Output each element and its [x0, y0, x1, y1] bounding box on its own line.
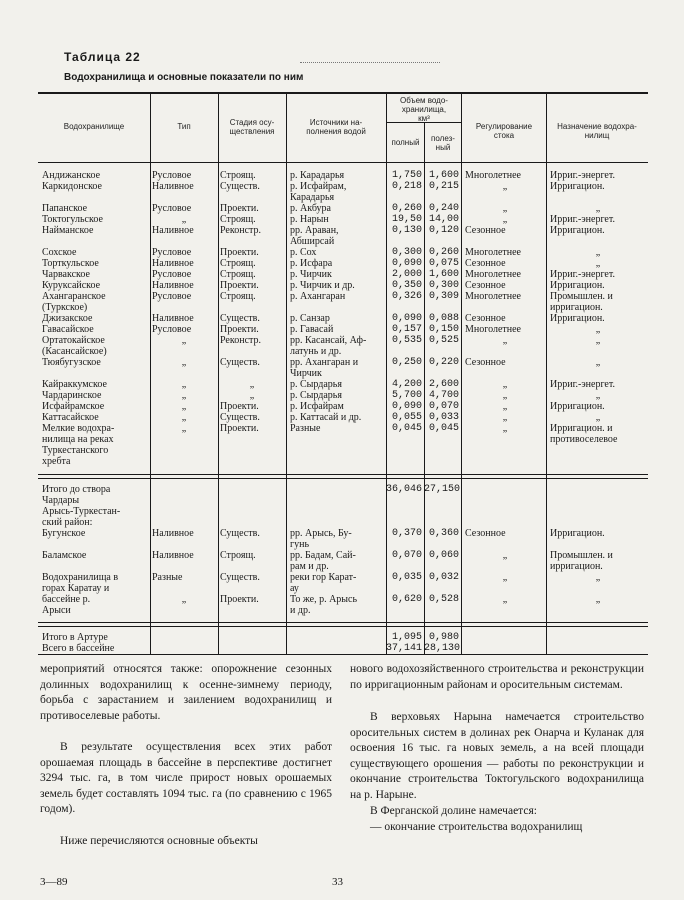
- table-title: Водохранилища и основные показатели по ним: [64, 72, 304, 83]
- cell-source: р. Исфайрам: [290, 401, 344, 412]
- cell-type: Русловое: [152, 247, 192, 258]
- cell-full: 0,260: [391, 203, 422, 214]
- cell-purpose: Ирриг.-энергет.: [550, 214, 615, 225]
- header-reservoir: Водохранилище: [63, 122, 125, 131]
- cell-useful: 0,033: [428, 412, 459, 423]
- cell-stage: Строящ.: [220, 269, 256, 280]
- cell-stage: Существ.: [220, 412, 260, 423]
- header-purpose: Назначение водохра- нилищ: [557, 122, 637, 140]
- cell-source: рр. Ахангаран и Чирчик: [290, 357, 359, 379]
- section-divider-3: [38, 622, 648, 623]
- cell-reg: Многолетнее: [465, 291, 521, 302]
- cell-name: Сохское: [42, 247, 77, 258]
- cell-name: Ахангаранское (Туркское): [42, 291, 106, 313]
- cell-stage: Проекти.: [220, 423, 259, 434]
- cell-reg: „: [502, 390, 508, 401]
- cell-useful: 2,600: [428, 379, 459, 390]
- cell-stage: Строящ.: [220, 258, 256, 269]
- section-divider-4: [38, 626, 648, 627]
- header-bottom-rule: [38, 162, 648, 163]
- cell-purpose: Ирригацион.: [550, 280, 605, 291]
- cell-purpose: Ирриг.-энергет.: [550, 269, 615, 280]
- body-text-right-3: В Ферганской долине намечается:: [370, 805, 537, 817]
- cell-full: 37,141: [386, 643, 423, 654]
- cell-reg: Сезонное: [465, 528, 506, 539]
- cell-type: „: [181, 335, 187, 346]
- cell-useful: 0,360: [428, 528, 459, 539]
- cell-stage: Проекти.: [220, 401, 259, 412]
- col-rule-7: [546, 92, 547, 654]
- cell-stage: Существ.: [220, 357, 260, 368]
- cell-name: Водохранилища в горах Каратау и бассейне р. Арыси: [42, 572, 119, 616]
- header-source: Источники на- полнения водой: [306, 118, 366, 136]
- col-rule-6: [461, 92, 462, 654]
- cell-useful: 0,120: [428, 225, 459, 236]
- cell-reg: „: [502, 214, 508, 225]
- cell-useful: 0,260: [428, 247, 459, 258]
- cell-source: То же, р. Арысь и др.: [290, 594, 358, 616]
- cell-source: р. Гавасай: [290, 324, 334, 335]
- cell-type: Наливное: [152, 280, 194, 291]
- cell-source: р. Сырдарья: [290, 390, 342, 401]
- cell-purpose: „: [595, 203, 601, 214]
- table-label: Таблица 22: [64, 50, 141, 64]
- cell-useful: 0,528: [428, 594, 459, 605]
- cell-source: Разные: [290, 423, 321, 434]
- cell-stage: „: [249, 379, 255, 390]
- cell-useful: 0,032: [428, 572, 459, 583]
- cell-useful: 4,700: [428, 390, 459, 401]
- cell-purpose: Ирриг.-энергет.: [550, 379, 615, 390]
- cell-type: „: [181, 401, 187, 412]
- cell-stage: Строящ.: [220, 550, 256, 561]
- cell-useful: 0,240: [428, 203, 459, 214]
- cell-reg: Многолетнее: [465, 324, 521, 335]
- cell-stage: Реконстр.: [220, 335, 262, 346]
- cell-type: „: [181, 423, 187, 434]
- body-text-left-1: мероприятий относятся также: опорожнение сезонных долинных водохранилищ к осенне-зимнему периоду, борьба с зарастанием и заилением водохранилищ и противоселевые работы.: [40, 663, 332, 722]
- cell-useful: 0,045: [428, 423, 459, 434]
- cell-reg: „: [502, 401, 508, 412]
- cell-useful: 0,060: [428, 550, 459, 561]
- cell-full: 0,045: [391, 423, 422, 434]
- cell-source: р. Карадарья: [290, 170, 345, 181]
- cell-useful: 0,309: [428, 291, 459, 302]
- col-rule-3: [286, 92, 287, 654]
- body-text-right-4: — окончание строительства водохранилищ: [370, 821, 583, 833]
- cell-type: „: [181, 412, 187, 423]
- cell-full: 0,218: [391, 181, 422, 192]
- cell-reg: Многолетнее: [465, 170, 521, 181]
- header-useful: полез- ный: [431, 134, 455, 152]
- cell-type: Русловое: [152, 203, 192, 214]
- cell-full: 0,350: [391, 280, 422, 291]
- cell-source: р. Санзар: [290, 313, 330, 324]
- cell-purpose: Ирригацион.: [550, 528, 605, 539]
- cell-source: р. Акбура: [290, 203, 331, 214]
- cell-useful: 0,075: [428, 258, 459, 269]
- cell-name: Тюябугузское: [42, 357, 101, 368]
- table-bottom-rule: [38, 654, 648, 655]
- cell-type: Русловое: [152, 291, 192, 302]
- cell-full: 0,070: [391, 550, 422, 561]
- header-volume: Объем водо- хранилища, км³: [400, 96, 448, 123]
- section-divider-2: [38, 478, 648, 479]
- section-divider: [38, 474, 648, 475]
- cell-name: Кайраккумское: [42, 379, 107, 390]
- cell-reg: „: [502, 423, 508, 434]
- footer-signature: 3—89: [40, 876, 68, 888]
- cell-full: 0,370: [391, 528, 422, 539]
- cell-name: Ортатокайское (Касансайское): [42, 335, 107, 357]
- cell-purpose: Ирриг.-энергет.: [550, 170, 615, 181]
- cell-full: 1,750: [391, 170, 422, 181]
- cell-full: 0,090: [391, 258, 422, 269]
- cell-stage: Строящ.: [220, 170, 256, 181]
- cell-source: рр. Бадам, Сай- рам и др.: [290, 550, 356, 572]
- cell-reg: Сезонное: [465, 258, 506, 269]
- cell-name: Мелкие водохра- нилища на реках Туркестанского хребта: [42, 423, 115, 467]
- cell-type: Наливное: [152, 258, 194, 269]
- stamp: [300, 48, 440, 63]
- cell-name: Каттасайское: [42, 412, 99, 423]
- cell-reg: Сезонное: [465, 357, 506, 368]
- cell-purpose: „: [595, 357, 601, 368]
- cell-full: 1,095: [391, 632, 422, 643]
- cell-reg: „: [502, 379, 508, 390]
- cell-reg: „: [502, 594, 508, 605]
- col-rule-1: [150, 92, 151, 654]
- cell-name: Бугунское: [42, 528, 86, 539]
- cell-name: Гавасайское: [42, 324, 94, 335]
- cell-source: р. Сырдарья: [290, 379, 342, 390]
- cell-name: Баламское: [42, 550, 87, 561]
- body-text-left-2: В результате осуществления всех этих работ орошаемая площадь в бассейне в перспективе достигнет 3294 тыс. га, в том числе прирост новых орошаемых земель будет составлять 1094 тыс. га (по сравнению с 1965 годом).: [40, 741, 332, 815]
- cell-stage: „: [249, 390, 255, 401]
- body-text-right-1: нового водохозяйственного строительства и реконструкции по ирригационным районам и оросительным системам.: [350, 663, 644, 691]
- cell-stage: Реконстр.: [220, 225, 262, 236]
- cell-useful: 0,300: [428, 280, 459, 291]
- cell-full: 0,620: [391, 594, 422, 605]
- cell-purpose: Ирригацион.: [550, 225, 605, 236]
- cell-type: Наливное: [152, 528, 194, 539]
- cell-source: рр. Касансай, Аф- латунь и др.: [290, 335, 367, 357]
- cell-source: р. Нарын: [290, 214, 329, 225]
- cell-type: Наливное: [152, 313, 194, 324]
- cell-reg: Сезонное: [465, 313, 506, 324]
- header-regulation: Регулирование стока: [475, 122, 533, 140]
- cell-type: Русловое: [152, 269, 192, 280]
- cell-source: р. Сох: [290, 247, 317, 258]
- cell-source: р. Каттасай и др.: [290, 412, 362, 423]
- cell-stage: Строящ.: [220, 214, 256, 225]
- cell-source: рр. Арысь, Бу- гунь: [290, 528, 352, 550]
- cell-stage: Проекти.: [220, 203, 259, 214]
- cell-name: Чардаринское: [42, 390, 102, 401]
- cell-type: „: [181, 594, 187, 605]
- cell-full: 0,130: [391, 225, 422, 236]
- cell-useful: 0,150: [428, 324, 459, 335]
- cell-full: 0,090: [391, 401, 422, 412]
- cell-reg: „: [502, 335, 508, 346]
- cell-purpose: „: [595, 258, 601, 269]
- cell-type: „: [181, 214, 187, 225]
- cell-full: 4,200: [391, 379, 422, 390]
- body-text-right-2: В верховьях Нарына намечается строительство оросительных систем в долинах рек Онарча и Куланак для освоения 16 тыс. га новых земель, а на всей площади существующего орошения — работы по реконструкции и окончание строительства Токтогульского водохранилища на р. Нарыне.: [350, 711, 644, 801]
- cell-source: р. Чирчик: [290, 269, 332, 280]
- cell-stage: Проекти.: [220, 247, 259, 258]
- cell-name: Исфайрамское: [42, 401, 105, 412]
- cell-name: Куруксайское: [42, 280, 101, 291]
- body-text-left-3: Ниже перечисляются основные объекты: [60, 835, 258, 847]
- cell-purpose: Промышлен. и ирригацион.: [550, 291, 613, 313]
- cell-type: Наливное: [152, 550, 194, 561]
- cell-name: Каркидонское: [42, 181, 102, 192]
- cell-useful: 14,00: [428, 214, 459, 225]
- table-top-rule: [38, 92, 648, 94]
- cell-full: 0,326: [391, 291, 422, 302]
- cell-useful: 0,980: [428, 632, 459, 643]
- cell-type: Русловое: [152, 170, 192, 181]
- cell-reg: Сезонное: [465, 225, 506, 236]
- cell-reg: „: [502, 203, 508, 214]
- cell-stage: Проекти.: [220, 280, 259, 291]
- cell-full: 0,300: [391, 247, 422, 258]
- cell-full: 0,055: [391, 412, 422, 423]
- cell-purpose: Ирригацион.: [550, 181, 605, 192]
- cell-type: „: [181, 390, 187, 401]
- cell-stage: Существ.: [220, 572, 260, 583]
- cell-source: реки гор Карат- ау: [290, 572, 357, 594]
- cell-reg: Многолетнее: [465, 247, 521, 258]
- cell-stage: Существ.: [220, 528, 260, 539]
- cell-reg: „: [502, 181, 508, 192]
- cell-purpose: „: [595, 247, 601, 258]
- cell-reg: Сезонное: [465, 280, 506, 291]
- cell-useful: 0,215: [428, 181, 459, 192]
- cell-full: 0,157: [391, 324, 422, 335]
- cell-type: „: [181, 357, 187, 368]
- cell-useful: 1,600: [428, 170, 459, 181]
- cell-reg: „: [502, 550, 508, 561]
- cell-useful: 1,600: [428, 269, 459, 280]
- cell-stage: Проекти.: [220, 594, 259, 605]
- cell-reg: Многолетнее: [465, 269, 521, 280]
- cell-name: Итого до створа Чардары: [42, 484, 111, 506]
- cell-source: р. Ахангаран: [290, 291, 346, 302]
- cell-name: Торткульское: [42, 258, 99, 269]
- cell-type: Разные: [152, 572, 183, 583]
- cell-type: Русловое: [152, 324, 192, 335]
- col-rule-2: [218, 92, 219, 654]
- cell-name: Всего в бассейне: [42, 643, 115, 654]
- cell-type: Наливное: [152, 225, 194, 236]
- cell-purpose: „: [595, 324, 601, 335]
- cell-source: р. Исфара: [290, 258, 333, 269]
- cell-useful: 27,150: [424, 484, 461, 495]
- cell-full: 19,50: [391, 214, 422, 225]
- cell-purpose: Ирригацион. и противоселевое: [550, 423, 618, 445]
- cell-reg: „: [502, 412, 508, 423]
- cell-full: 0,250: [391, 357, 422, 368]
- cell-stage: Существ.: [220, 181, 260, 192]
- cell-purpose: „: [595, 572, 601, 583]
- cell-type: Наливное: [152, 181, 194, 192]
- cell-type: „: [181, 379, 187, 390]
- cell-name: Найманское: [42, 225, 94, 236]
- cell-name: Папанское: [42, 203, 88, 214]
- page-number: 33: [332, 876, 343, 888]
- cell-purpose: „: [595, 594, 601, 605]
- cell-purpose: Ирригацион.: [550, 401, 605, 412]
- cell-stage: Существ.: [220, 313, 260, 324]
- cell-source: рр. Араван, Абширсай: [290, 225, 339, 247]
- cell-useful: 0,525: [428, 335, 459, 346]
- cell-name: Токтогульское: [42, 214, 103, 225]
- cell-source: р. Чирчик и др.: [290, 280, 355, 291]
- cell-full: 5,700: [391, 390, 422, 401]
- cell-name: Джизакское: [42, 313, 93, 324]
- cell-name: Арысь-Туркестан- ский район:: [42, 506, 121, 528]
- cell-full: 36,046: [386, 484, 423, 495]
- cell-name: Андижанское: [42, 170, 101, 181]
- cell-purpose: Промышлен. и ирригацион.: [550, 550, 613, 572]
- cell-name: Чарвакское: [42, 269, 90, 280]
- cell-purpose: „: [595, 390, 601, 401]
- header-stage: Стадия осу- ществления: [229, 118, 275, 136]
- cell-stage: Строящ.: [220, 291, 256, 302]
- cell-stage: Проекти.: [220, 324, 259, 335]
- cell-useful: 28,130: [424, 643, 461, 654]
- cell-name: Итого в Артуре: [42, 632, 108, 643]
- header-full: полный: [391, 138, 420, 147]
- cell-useful: 0,070: [428, 401, 459, 412]
- cell-full: 0,090: [391, 313, 422, 324]
- cell-full: 0,535: [391, 335, 422, 346]
- cell-useful: 0,088: [428, 313, 459, 324]
- cell-purpose: Ирригацион.: [550, 313, 605, 324]
- cell-purpose: „: [595, 412, 601, 423]
- cell-source: р. Исфайрам, Карадарья: [290, 181, 347, 203]
- cell-reg: „: [502, 572, 508, 583]
- cell-purpose: „: [595, 335, 601, 346]
- cell-full: 0,035: [391, 572, 422, 583]
- cell-useful: 0,220: [428, 357, 459, 368]
- header-type: Тип: [177, 122, 191, 131]
- cell-full: 2,000: [391, 269, 422, 280]
